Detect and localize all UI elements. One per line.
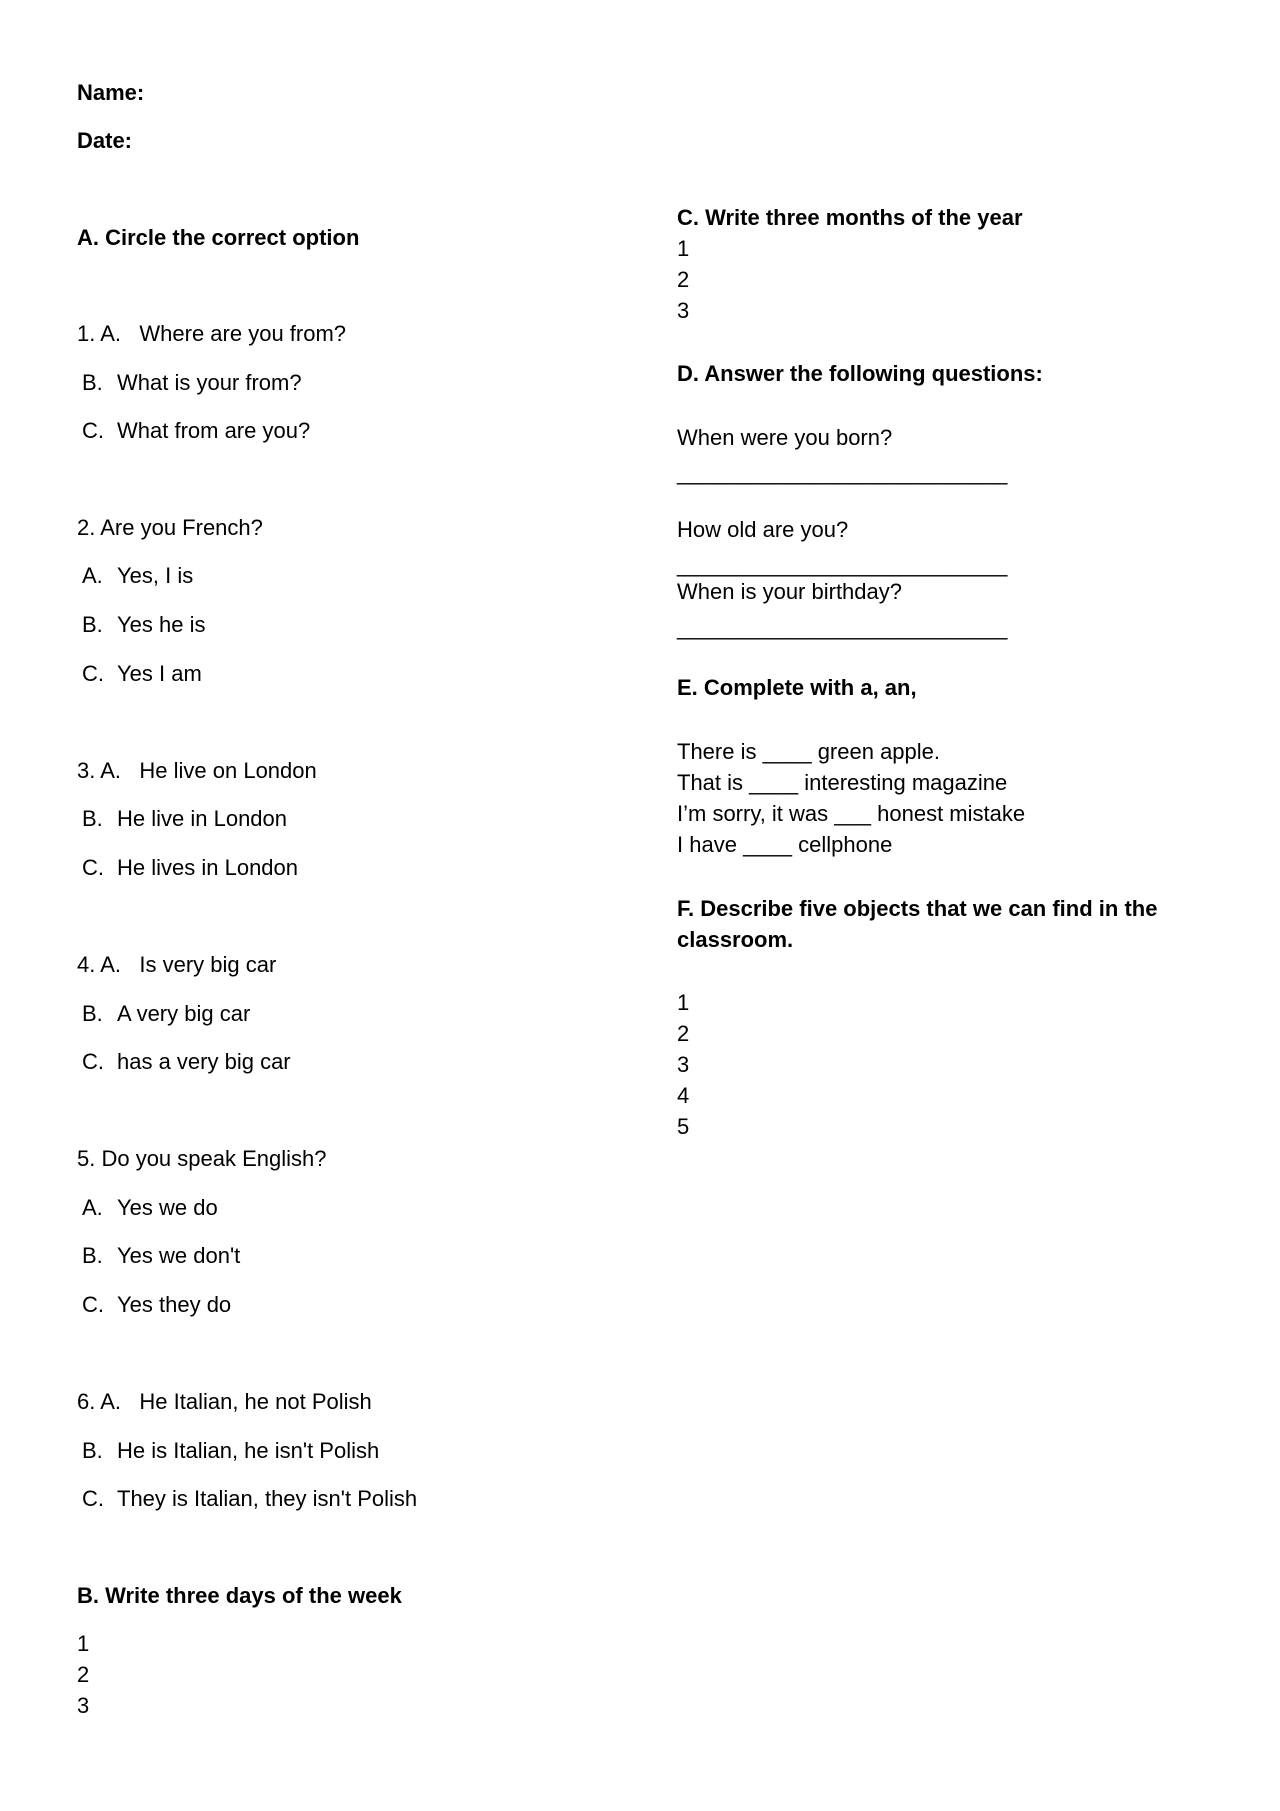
- question-prefix: 1. A.: [77, 321, 122, 346]
- option-text: Yes he is: [117, 612, 206, 637]
- option-text: A very big car: [117, 1001, 251, 1026]
- option-text: has a very big car: [117, 1049, 291, 1074]
- option-letter: C.: [82, 1049, 104, 1074]
- question-2-option-a: [82, 562, 193, 590]
- question-5-option-c: [82, 1291, 231, 1319]
- option-text: Yes we do: [117, 1195, 218, 1220]
- option-text: He Italian, he not Polish: [139, 1389, 372, 1414]
- answer-line-1: ___________________________: [677, 460, 1008, 485]
- sentence-blank: ____: [743, 832, 793, 857]
- option-letter: B.: [82, 806, 103, 831]
- question-3-option-c: [82, 854, 298, 882]
- option-text: They is Italian, they isn't Polish: [117, 1486, 418, 1511]
- question-prefix: 4. A.: [77, 952, 122, 977]
- question-2-option-b: [82, 611, 205, 639]
- question-5-stem: 5. Do you speak English?: [77, 1146, 327, 1171]
- sentence-blank: ___: [834, 801, 871, 826]
- question-2-option-c: [82, 660, 202, 688]
- sentence-end: interesting magazine: [804, 770, 1008, 795]
- question-1-option-c: [82, 417, 310, 445]
- sentence-end: green apple.: [817, 739, 941, 764]
- option-text: What is your from?: [117, 370, 302, 395]
- sentence-start: That is: [677, 770, 744, 795]
- option-text: Where are you from?: [139, 321, 347, 346]
- question-4-option-b: [82, 1000, 250, 1028]
- sentence-1: [677, 738, 940, 766]
- question-birthday: When is your birthday?: [677, 579, 902, 604]
- section-f-item-4: 4: [677, 1083, 690, 1108]
- date-label: Date:: [77, 128, 133, 153]
- question-5-option-a: [82, 1194, 218, 1222]
- option-letter: B.: [82, 1001, 103, 1026]
- sentence-3: [677, 800, 1025, 828]
- option-text: He lives in London: [117, 855, 299, 880]
- section-b-title: B. Write three days of the week: [77, 1583, 402, 1608]
- option-letter: C.: [82, 661, 104, 686]
- option-letter: A.: [82, 1195, 103, 1220]
- question-1-option-a: [77, 320, 346, 348]
- question-age: How old are you?: [677, 517, 849, 542]
- option-letter: B.: [82, 370, 103, 395]
- option-text: What from are you?: [117, 418, 311, 443]
- question-5-option-b: [82, 1242, 240, 1270]
- section-b-item-1: 1: [77, 1631, 90, 1656]
- question-4-option-c: [82, 1048, 291, 1076]
- question-3-option-b: [82, 805, 287, 833]
- section-c-item-3: 3: [677, 298, 690, 323]
- option-letter: C.: [82, 1486, 104, 1511]
- sentence-start: There is: [677, 739, 757, 764]
- sentence-blank: ____: [749, 770, 799, 795]
- option-letter: C.: [82, 418, 104, 443]
- question-prefix: 6. A.: [77, 1389, 122, 1414]
- question-6-option-a: [77, 1388, 372, 1416]
- section-b-item-2: 2: [77, 1662, 90, 1687]
- answer-line-3: ___________________________: [677, 615, 1008, 640]
- section-f-item-1: 1: [677, 990, 690, 1015]
- sentence-end: honest mistake: [877, 801, 1026, 826]
- sentence-start: I have: [677, 832, 737, 857]
- answer-line-2: ___________________________: [677, 552, 1008, 577]
- question-born: When were you born?: [677, 425, 893, 450]
- name-label: Name:: [77, 80, 145, 105]
- section-c-item-1: 1: [677, 236, 690, 261]
- question-3-option-a: [77, 757, 317, 785]
- option-letter: B.: [82, 1438, 103, 1463]
- section-c-title: C. Write three months of the year: [677, 205, 1023, 230]
- question-2-stem: 2. Are you French?: [77, 515, 263, 540]
- option-letter: C.: [82, 1292, 104, 1317]
- sentence-4: [677, 831, 892, 859]
- section-b-item-3: 3: [77, 1693, 90, 1718]
- section-f-title-line-1: F. Describe five objects that we can find in the: [677, 896, 1158, 921]
- section-f-title-line-2: classroom.: [677, 927, 794, 952]
- section-f-item-2: 2: [677, 1021, 690, 1046]
- sentence-end: cellphone: [798, 832, 893, 857]
- option-text: Yes I am: [117, 661, 202, 686]
- sentence-start: I’m sorry, it was: [677, 801, 829, 826]
- option-text: Yes they do: [117, 1292, 232, 1317]
- section-d-title: D. Answer the following questions:: [677, 361, 1043, 386]
- option-letter: B.: [82, 612, 103, 637]
- sentence-blank: ____: [762, 739, 812, 764]
- option-text: Is very big car: [139, 952, 277, 977]
- section-e-title: E. Complete with a, an,: [677, 675, 917, 700]
- option-text: He is Italian, he isn't Polish: [117, 1438, 380, 1463]
- section-f-item-5: 5: [677, 1114, 690, 1139]
- option-letter: A.: [82, 563, 103, 588]
- option-text: Yes, I is: [117, 563, 194, 588]
- question-6-option-b: [82, 1437, 379, 1465]
- option-text: Yes we don't: [117, 1243, 241, 1268]
- question-6-option-c: [82, 1485, 417, 1513]
- option-letter: C.: [82, 855, 104, 880]
- section-c-item-2: 2: [677, 267, 690, 292]
- question-1-option-b: [82, 369, 302, 397]
- option-text: He live on London: [139, 758, 317, 783]
- option-letter: B.: [82, 1243, 103, 1268]
- question-prefix: 3. A.: [77, 758, 122, 783]
- sentence-2: [677, 769, 1007, 797]
- section-f-item-3: 3: [677, 1052, 690, 1077]
- option-text: He live in London: [117, 806, 288, 831]
- section-a-title: A. Circle the correct option: [77, 225, 360, 250]
- question-4-option-a: [77, 951, 276, 979]
